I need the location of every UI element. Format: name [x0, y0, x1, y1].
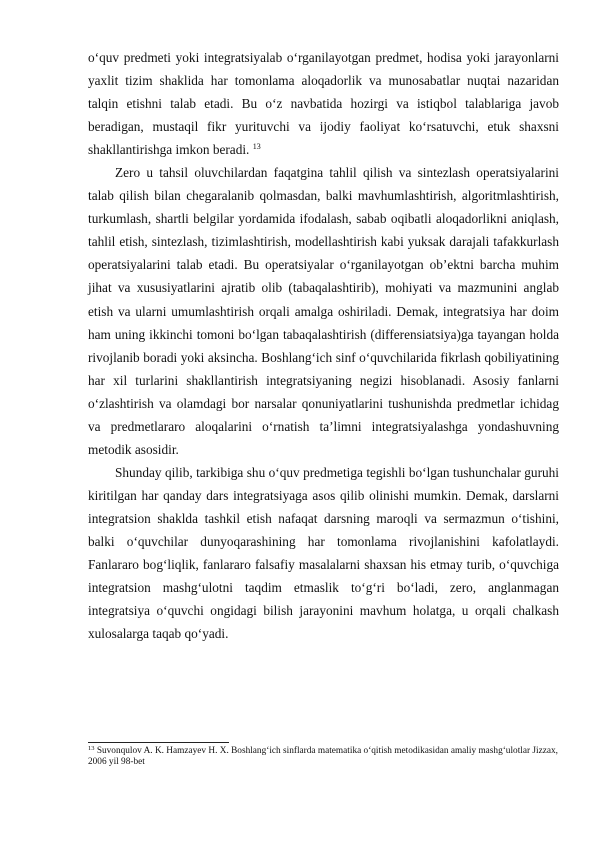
- footnote-divider: [88, 742, 229, 743]
- paragraph-2: Zero u tahsil oluvchilardan faqatgina tahlil qilish va sintezlash operatsiyalarini talab qilish bilan chegaralanib qolmasdan, balki mavhumlashtirish, algoritmlashtirish, turkumlash, shartli belgilar yordamida ifodalash, sabab oqibatli aloqadorlikni aniqlash, tahlil etish, sintezlash, tizimlashtirish, modellashtirish kabi yuksak darajali tafakkurlash operatsiyalarini talab etadi. Bu operatsiyalar o‘rganilayotgan ob’ektni barcha muhim jihat va xususiyatlarini ajratib olib (tabaqalashtirib), mohiyati va mazmunini anglab etish va ularni umumlashtirish orqali amalga oshiriladi. Demak, integratsiya har doim ham uning ikkinchi tomoni bo‘lgan tabaqalashtirish (differensiatsiya)ga tayangan holda rivojlanib boradi yoki aksincha. Boshlang‘ich sinf o‘quvchilarida fikrlash qobiliyatining har xil turlarini shakllantirish integratsiyaning negizi hisoblanadi. Asosiy fanlarni o‘zlashtirish va olamdagi bor narsalar qonuniyatlarini tushunishda predmetlar ichidag va predmetlararo aloqalarini o‘rnatish ta’limni integratsiyalashga yondashuvning metodik asosidir.: [88, 165, 559, 457]
- paragraph-1-text: o‘quv predmeti yoki integratsiyalab o‘rganilayotgan predmet, hodisa yoki jarayonlarni yaxlit tizim shaklida har tomonlama aloqadorlik va munosabatlar nuqtai nazaridan talqin etishni talab etadi. Bu o‘z navbatida hozirgi va istiqbol talablariga javob beradigan, mustaqil fikr yurituvchi va ijodiy faoliyat ko‘rsatuvchi, etuk shaxsni shakllantirishga imkon beradi.: [88, 50, 559, 158]
- footnote-text: Suvonqulov A. K. Hamzayev H. X. Boshlang‘ich sinflarda matematika o‘qitish metodikasidan amaliy mashg‘ulotlar Jizzax, 2006 yil 98-bet: [88, 746, 558, 767]
- paragraph-3: Shunday qilib, tarkibiga shu o‘quv predmetiga tegishli bo‘lgan tushunchalar guruhi kiritilgan har qanday dars integratsiyaga asos qilib olinishi mumkin. Demak, darslarni integratsion shaklda tashkil etish nafaqat darsning maroqli va sermazmun o‘tishini, balki o‘quvchilar dunyoqarashining har tomonlama rivojlanishini kafolatlaydi. Fanlararo bog‘liqlik, fanlararo falsafiy masalalarni shaxsan his etmay turib, o‘quvchiga integratsion mashg‘ulotni taqdim etmaslik to‘g‘ri bo‘ladi, zero, anglanmagan integratsiya o‘quvchi ongidagi bilish jarayonini mavhum holatga, u orqali chalkash xulosalarga taqab qo‘yadi.: [88, 464, 559, 642]
- paragraph-1: [88, 46, 559, 161]
- footnote-number: 13: [88, 745, 95, 752]
- footnote-reference: 13: [252, 142, 261, 152]
- footnote: [88, 746, 558, 768]
- page-body: [88, 46, 559, 645]
